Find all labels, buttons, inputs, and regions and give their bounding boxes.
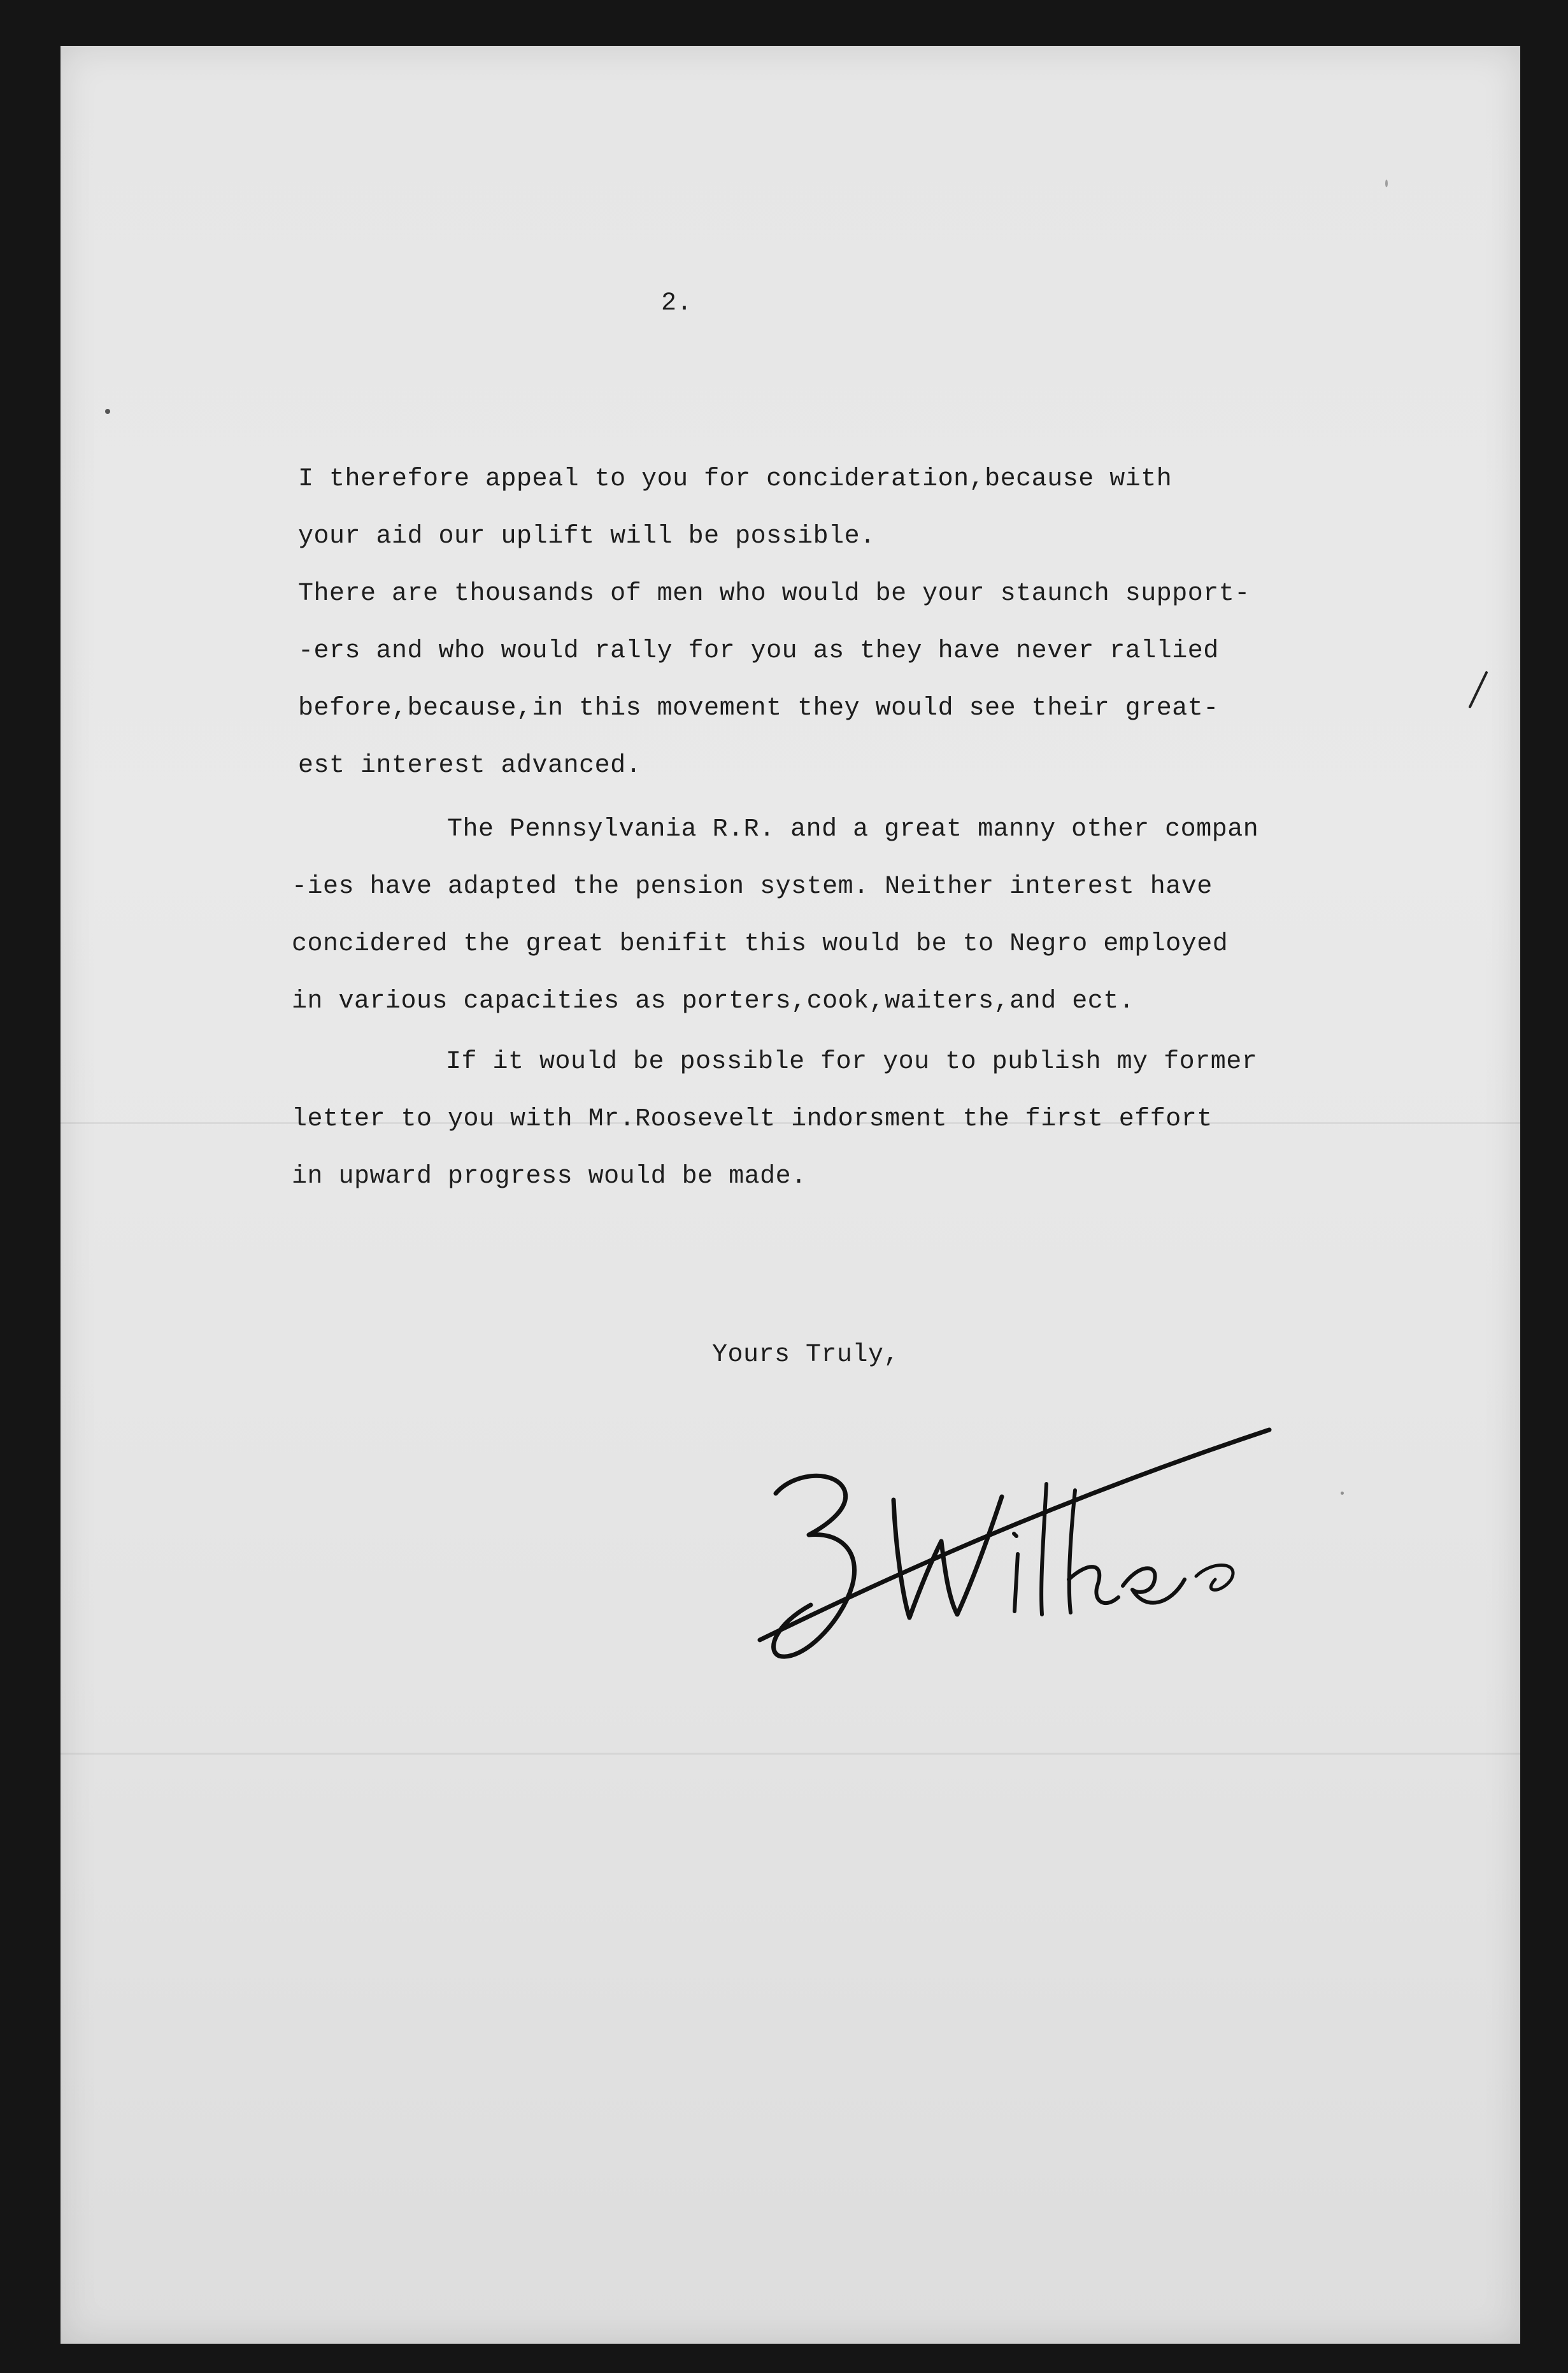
paper-speck	[105, 409, 110, 414]
letter-page	[61, 46, 1520, 2344]
paragraph-1-line-1: I therefore appeal to you for concideration,because with	[298, 465, 1172, 494]
paragraph-3-line-2: letter to you with Mr.Roosevelt indorsment the first effort	[292, 1105, 1213, 1134]
paragraph-1-line-3: There are thousands of men who would be your staunch support-	[298, 580, 1250, 608]
paper-fold-line	[61, 1753, 1520, 1755]
paragraph-2-line-1: The Pennsylvania R.R. and a great manny other compan	[447, 815, 1259, 844]
paragraph-1-line-2: your aid our uplift will be possible.	[298, 522, 876, 551]
paper-speck	[1341, 1492, 1344, 1495]
paragraph-3-line-3: in upward progress would be made.	[292, 1162, 807, 1191]
margin-pencil-mark	[1465, 669, 1490, 713]
paragraph-3-line-1: If it would be possible for you to publish my former	[446, 1048, 1258, 1076]
handwritten-signature	[757, 1395, 1285, 1688]
paragraph-1-line-4: -ers and who would rally for you as they have never rallied	[298, 637, 1219, 666]
paragraph-2-line-2: -ies have adapted the pension system. Neither interest have	[292, 873, 1213, 901]
paragraph-1-line-6: est interest advanced.	[298, 752, 642, 780]
closing-salutation: Yours Truly,	[712, 1341, 900, 1369]
paragraph-1-line-5: before,because,in this movement they would see their great-	[298, 694, 1219, 723]
page-number: 2.	[661, 289, 693, 318]
paragraph-2-line-3: concidered the great benifit this would be to Negro employed	[292, 930, 1229, 958]
paper-speck	[1385, 180, 1388, 187]
paragraph-2-line-4: in various capacities as porters,cook,waiters,and ect.	[292, 987, 1135, 1016]
